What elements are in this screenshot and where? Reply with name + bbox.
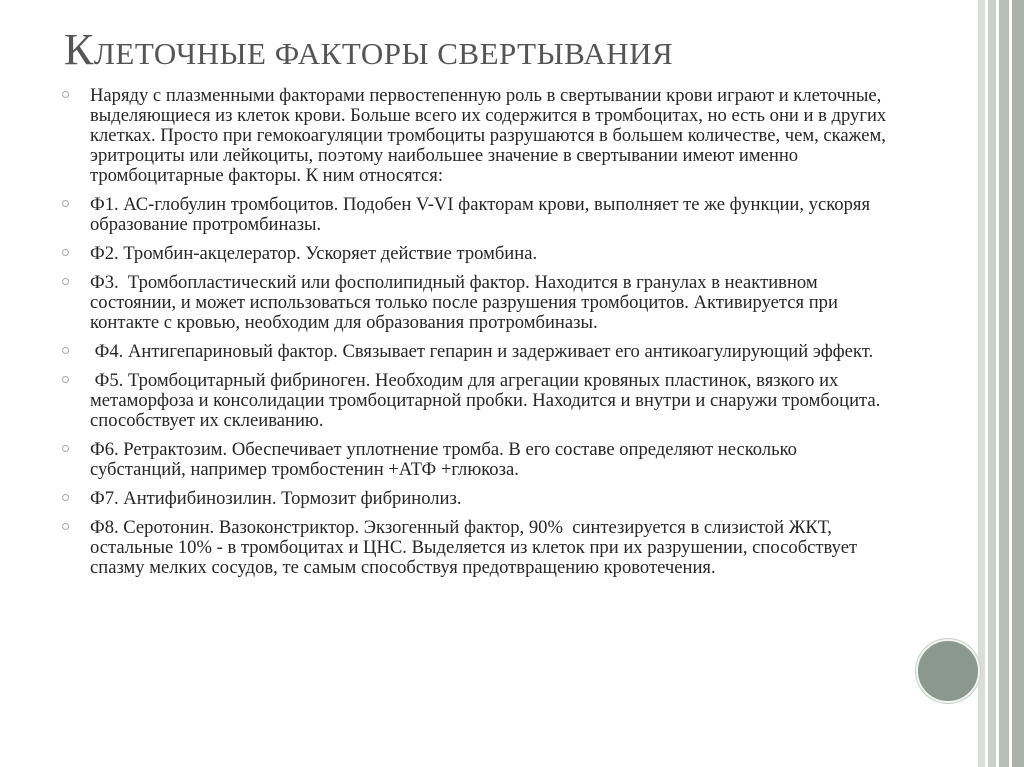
hollow-circle-bullet-icon	[62, 494, 69, 501]
slide-title-rest: ЛЕТОЧНЫЕ ФАКТОРЫ СВЕРТЫВАНИЯ	[93, 36, 674, 71]
hollow-circle-bullet-icon	[62, 200, 69, 207]
decorative-circle	[916, 639, 980, 703]
slide-title-initial: К	[64, 25, 94, 74]
list-item	[62, 273, 892, 333]
hollow-circle-bullet-icon	[62, 376, 69, 383]
bullet-list	[62, 86, 892, 587]
list-item	[62, 195, 892, 235]
hollow-circle-bullet-icon	[62, 249, 69, 256]
list-item	[62, 244, 892, 264]
list-item	[62, 371, 892, 431]
list-item-text: Ф4. Антигепариновый фактор. Связывает гепарин и задерживает его антикоагулирующий эффект.	[90, 341, 874, 362]
list-item-text: Ф7. Антифибинозилин. Тормозит фибринолиз.	[90, 488, 462, 509]
border-stripe	[1012, 0, 1024, 767]
list-item-text: Ф8. Серотонин. Вазоконстриктор. Экзогенный фактор, 90% синтезируется в слизистой ЖКТ, остальные 10% - в тромбоцитах и ЦНС. Выделяется из клеток при их разрушении, способствует спазму мелких сосудов, те самым способствуя предотвращению кровотечения.	[90, 517, 862, 578]
list-item-text: Ф5. Тромбоцитарный фибриноген. Необходим для агрегации кровяных пластинок, вязкого их метаморфоза и консолидации тромбоцитарной пробки. Находится и внутри и снаружи тромбоцита. способствует их склеиванию.	[90, 370, 885, 431]
border-stripe	[999, 0, 1009, 767]
list-item	[62, 518, 892, 578]
hollow-circle-bullet-icon	[62, 347, 69, 354]
list-item	[62, 86, 892, 186]
list-item-text: Наряду с плазменными факторами первостепенную роль в свертывании крови играют и клеточные, выделяющиеся из клеток крови. Больше всего их содержится в тромбоцитах, но есть они и в других клетках. Просто при гемокоагуляции тромбоциты разрушаются в большем количестве, чем, скажем, эритроциты или лейкоциты, поэтому наибольшее значение в свертывании имеют именно тромбоцитарные факторы. К ним относятся:	[90, 85, 891, 186]
list-item-text: Ф3. Тромбопластический или фосполипидный фактор. Находится в гранулах в неактивном состоянии, и может использоваться только после разрушения тромбоцитов. Активируется при контакте с кровью, необходим для образования протромбиназы.	[90, 272, 843, 333]
list-item-text: Ф1. АС-глобулин тромбоцитов. Подобен V-VI факторам крови, выполняет те же функции, ускоряя образование протромбиназы.	[90, 194, 875, 235]
list-item	[62, 489, 892, 509]
hollow-circle-bullet-icon	[62, 278, 69, 285]
list-item	[62, 342, 892, 362]
hollow-circle-bullet-icon	[62, 523, 69, 530]
list-item-text: Ф2. Тромбин-акцелератор. Ускоряет действие тромбина.	[90, 243, 538, 264]
list-item-text: Ф6. Ретрактозим. Обеспечивает уплотнение тромба. В его составе определяют несколько субстанций, например тромбостенин +АТФ +глюкоза.	[90, 439, 802, 480]
list-item	[62, 440, 892, 480]
border-stripe	[988, 0, 996, 767]
slide-title	[64, 24, 673, 75]
hollow-circle-bullet-icon	[62, 445, 69, 452]
hollow-circle-bullet-icon	[62, 91, 69, 98]
border-stripe	[978, 0, 985, 767]
